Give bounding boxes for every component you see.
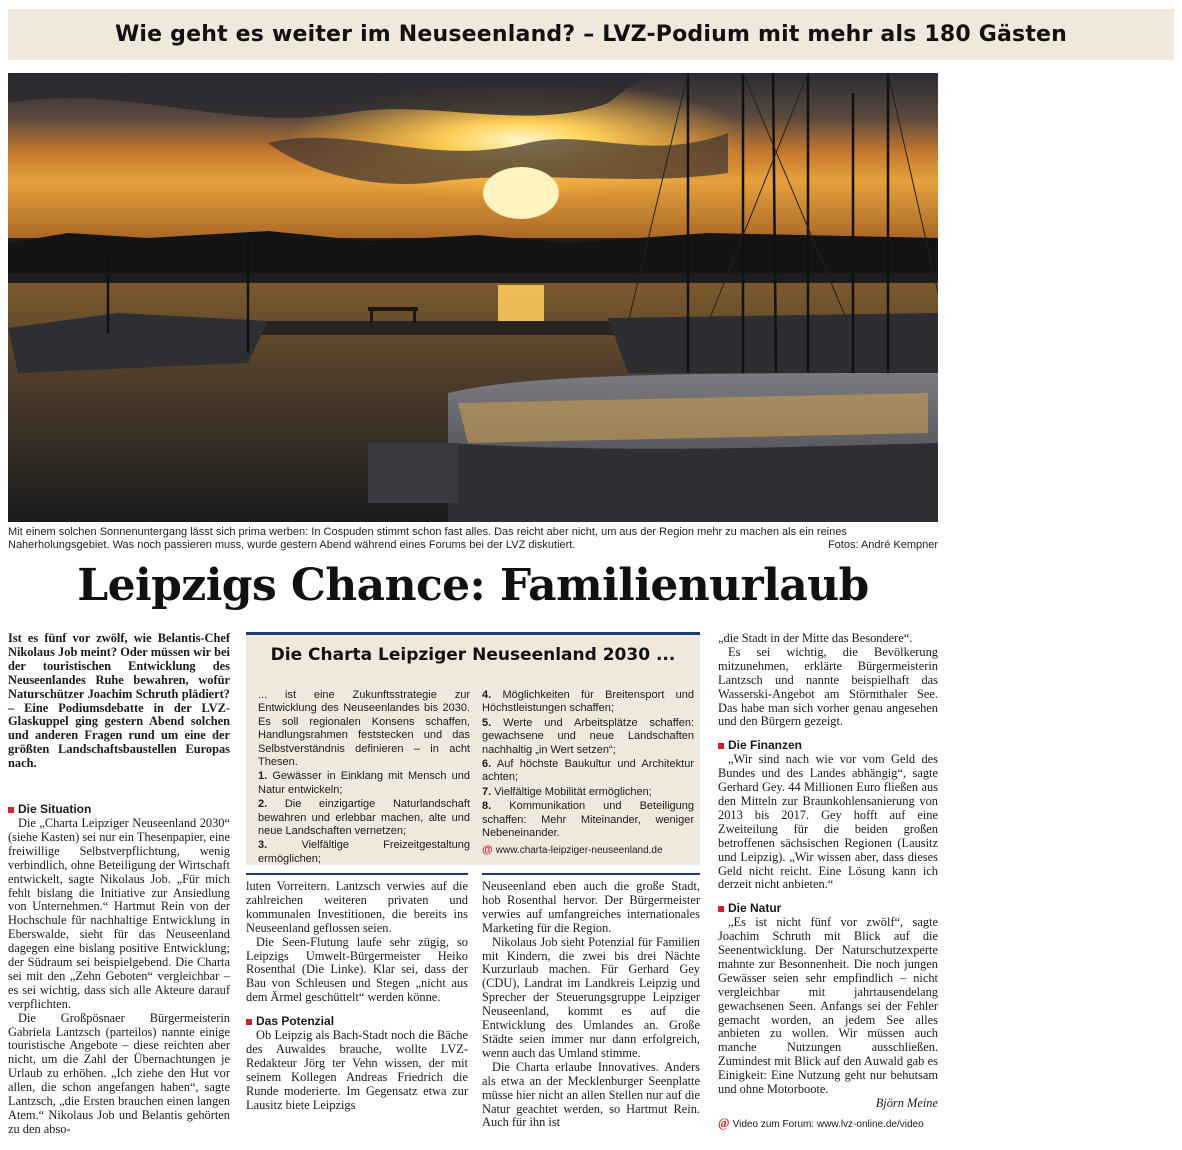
box-column-right xyxy=(482,689,694,859)
box-thesis: 4. Möglichkeiten für Breitensport und Höchstleistungen schaffen; xyxy=(482,689,694,715)
box-column-left xyxy=(258,689,470,867)
box-thesis: 3. Vielfältige Freizeitgestaltung ermöglichen; xyxy=(258,839,470,865)
paragraph: Nikolaus Job sieht Potenzial für Familien mit Kindern, die zwei bis drei Nächte Kurzurlaub machen. Für Gerhard Gey (CDU), Landrat im Landkreis Leipzig und Sprecher der Steuerungsgruppe Leipziger Neuseenland, kommt es auf die Entwicklung des Umlandes an. Große Städte seien immer nur dann erfolgreich, wenn auch das Umland stimme. xyxy=(482,934,700,1060)
bullet-square-icon xyxy=(718,906,724,912)
column-1 xyxy=(8,632,230,1137)
box-title: Die Charta Leipziger Neuseenland 2030 ... xyxy=(270,645,676,665)
at-icon: @ xyxy=(718,1115,730,1130)
paragraph: Die Großpösnaer Bürgermeisterin Gabriela Lantzsch (parteilos) nannte einige touristische Angebote – diese reichten aber nicht, um die Zahl der Übernachtungen je Urlaub zu erhöhen. „Ich ziehe den Hut vor allen, die schon angefangen haben“, sagte Lantzsch, „die Ersten brauchen einen langen Atem.“ Nikolaus Job und Belantis gehörten zu den abso- xyxy=(8,1010,230,1136)
column-rule xyxy=(482,873,700,875)
sunset-harbor-photo xyxy=(8,73,938,522)
paragraph: „Es ist nicht fünf vor zwölf“, sagte Joachim Schruth mit Blick auf die Seenentwicklung. Der Naturschutzexperte mahnte zur Besonnenheit. Die noch jungen Gewässer seien sehr empfindlich – nicht vergleichbar mit jahrtausendelang gewachsenen Seen. Anfangs sei der Fehler gemacht worden, an jedem See alles anbieten zu wollen. Wir müssen auch manche Nutzungen ausschließen. Zumindest mit Blick auf den Auwald gab es Einigkeit: Eine Nutzung geht nur behutsam und ohne Motorboote. xyxy=(718,915,938,1097)
bullet-square-icon xyxy=(8,807,14,813)
top-banner xyxy=(8,9,1174,60)
paragraph: Es sei wichtig, die Bevölkerung mitzunehmen, erklärte Bürgermeisterin Lantzsch und nannte beispielhaft das Wasserski-Angebot am Störmthaler See. Das habe man sich vorher genau angesehen und den Bürgern gezeigt. xyxy=(718,644,938,729)
charta-info-box xyxy=(246,632,700,865)
column-3 xyxy=(482,880,700,1130)
box-thesis: 8. Kommunikation und Beteiligung schaffen: Mehr Miteinander, weniger Nebeneinander. xyxy=(482,800,694,840)
paragraph: Die Charta erlaube Innovatives. Anders als etwa an der Mecklenburger Seenplatte müsse hier nicht an allen Stellen nur auf die Natur geachtet werden, so Hartmut Rein. Auch für ihn ist xyxy=(482,1059,700,1130)
paragraph: „Wir sind nach wie vor vom Geld des Bundes und des Landes abhängig“, sagte Gerhard Gey. 44 Millionen Euro fließen aus den Mitteln zur Braunkohlensanierung von 2013 bis 2017. Gey hofft auf eine Zweiteilung für die beiden großen betroffenen sächsischen Regionen (Lausitz und Leipzig). „Wir wissen aber, dass dieses Geld nicht reicht. Eine Lösung kann ich derzeit nicht anbieten.“ xyxy=(718,752,938,892)
paragraph: Neuseenland eben auch die große Stadt, hob Rosenthal hervor. Der Bürgermeister verwies auf umfangreiches internationales Marketing für die Region. xyxy=(482,879,700,935)
paragraph: luten Vorreitern. Lantzsch verwies auf die zahlreichen weiteren privaten und kommunalen Investitionen, die bereits ins Neuseenland geflossen seien. xyxy=(246,879,468,935)
box-thesis: 6. Auf höchste Baukultur und Architektur achten; xyxy=(482,758,694,784)
box-thesis: 2. Die einzigartige Naturlandschaft bewahren und erlebbar machen, alte und neue Landschaften vernetzen; xyxy=(258,798,470,838)
intro-text: Ist es fünf vor zwölf, wie Belantis-Chef Nikolaus Job meint? Oder müssen wir bei der touristischen Entwicklung des Neuseenlandes Ruhe bewahren, wofür Naturschützer Joachim Schruth plädiert? – Eine Podiumsdebatte in der LVZ-Glaskuppel ging gestern Abend solchen und anderen Fragen rund um eine der größten Landschaftsbaustellen Europas nach. xyxy=(8,631,230,771)
box-thesis: 1. Gewässer in Einklang mit Mensch und Natur entwickeln; xyxy=(258,770,470,796)
column-4 xyxy=(718,632,938,1132)
headline: Leipzigs Chance: Familienurlaub xyxy=(77,560,869,611)
paragraph: Ob Leipzig als Bach-Stadt noch die Bäche des Auwaldes brauche, wollte LVZ-Redakteur Jörg ter Vehn wissen, der mit seinem Kollegen Andreas Friedrich die Runde moderierte. Im Gegensatz etwa zur Lausitz biete Leipzigs xyxy=(246,1028,468,1112)
at-icon: @ xyxy=(482,844,493,857)
box-thesis: 5. Werte und Arbeitsplätze schaffen: gewachsene und neue Landschaften nachhaltig „in Wert setzen“; xyxy=(482,716,694,756)
box-link[interactable]: @ www.charta-leipziger-neuseenland.de xyxy=(482,844,663,857)
subhead-finanzen: Die Finanzen xyxy=(718,739,938,753)
photo-credit: Fotos: André Kempner xyxy=(827,539,938,551)
subhead-natur: Die Natur xyxy=(718,902,938,916)
photo-caption: Mit einem solchen Sonnenuntergang lässt sich prima werben: In Cospuden stimmt schon fast alles. Das reicht aber nicht, um aus der Region mehr zu machen als ein reines Naherholungsgebiet. Was noch passieren muss, wurde gestern Abend während eines Forums bei der LVZ diskutiert. xyxy=(8,526,847,551)
subhead-situation: Die Situation xyxy=(8,803,230,817)
box-intro: ... ist eine Zukunftsstrategie zur Entwicklung des Neuseenlandes bis 2030. Es soll regionalen Konsens schaffen, Handlungsrahmen feststecken und das Selbstverständnis definieren – in acht Thesen. xyxy=(258,689,470,769)
video-link[interactable]: @ Video zum Forum: www.lvz-online.de/video xyxy=(718,1115,924,1130)
paragraph: Die „Charta Leipziger Neuseenland 2030“ (siehe Kasten) sei nur ein Thesenpapier, eine freiwillige Selbstverpflichtung, wenig verbindlich, ohne Beteiligung der Wirtschaft entwickelt, sagte Nikolaus Job. „Für mich fehlt bislang die Initiative zur Ansiedlung von Unternehmen.“ Hartmut Rein von der Hochschule für nachhaltige Entwicklung in Eberswalde, sieht für das Neuseenland dagegen eine bislang positive Entwicklung; der Südraum sei beispielgebend. Die Charta sei mit den „Zehn Geboten“ vergleichbar – es sei wichtig, dass sich alle Akteure darauf verpflichten. xyxy=(8,815,230,1011)
photo-scene xyxy=(8,73,938,522)
bullet-square-icon xyxy=(246,1019,252,1025)
box-thesis: 7. Vielfältige Mobilität ermöglichen; xyxy=(482,785,652,798)
bullet-square-icon xyxy=(718,743,724,749)
column-2 xyxy=(246,880,468,1113)
paragraph: Die Seen-Flutung laufe sehr zügig, so Leipzigs Umwelt-Bürgermeister Heiko Rosenthal (Die Linke). Klar sei, dass der Bau von Schleusen und Stegen „nicht aus dem Ärmel geschüttelt“ werden könne. xyxy=(246,934,468,1005)
subhead-potenzial: Das Potenzial xyxy=(246,1015,468,1029)
author-signature: Björn Meine xyxy=(875,1096,938,1110)
column-rule xyxy=(246,873,468,875)
paragraph: „die Stadt in der Mitte das Besondere“. xyxy=(718,631,913,645)
top-banner-text: Wie geht es weiter im Neuseenland? – LVZ-Podium mit mehr als 180 Gästen xyxy=(114,22,1068,47)
